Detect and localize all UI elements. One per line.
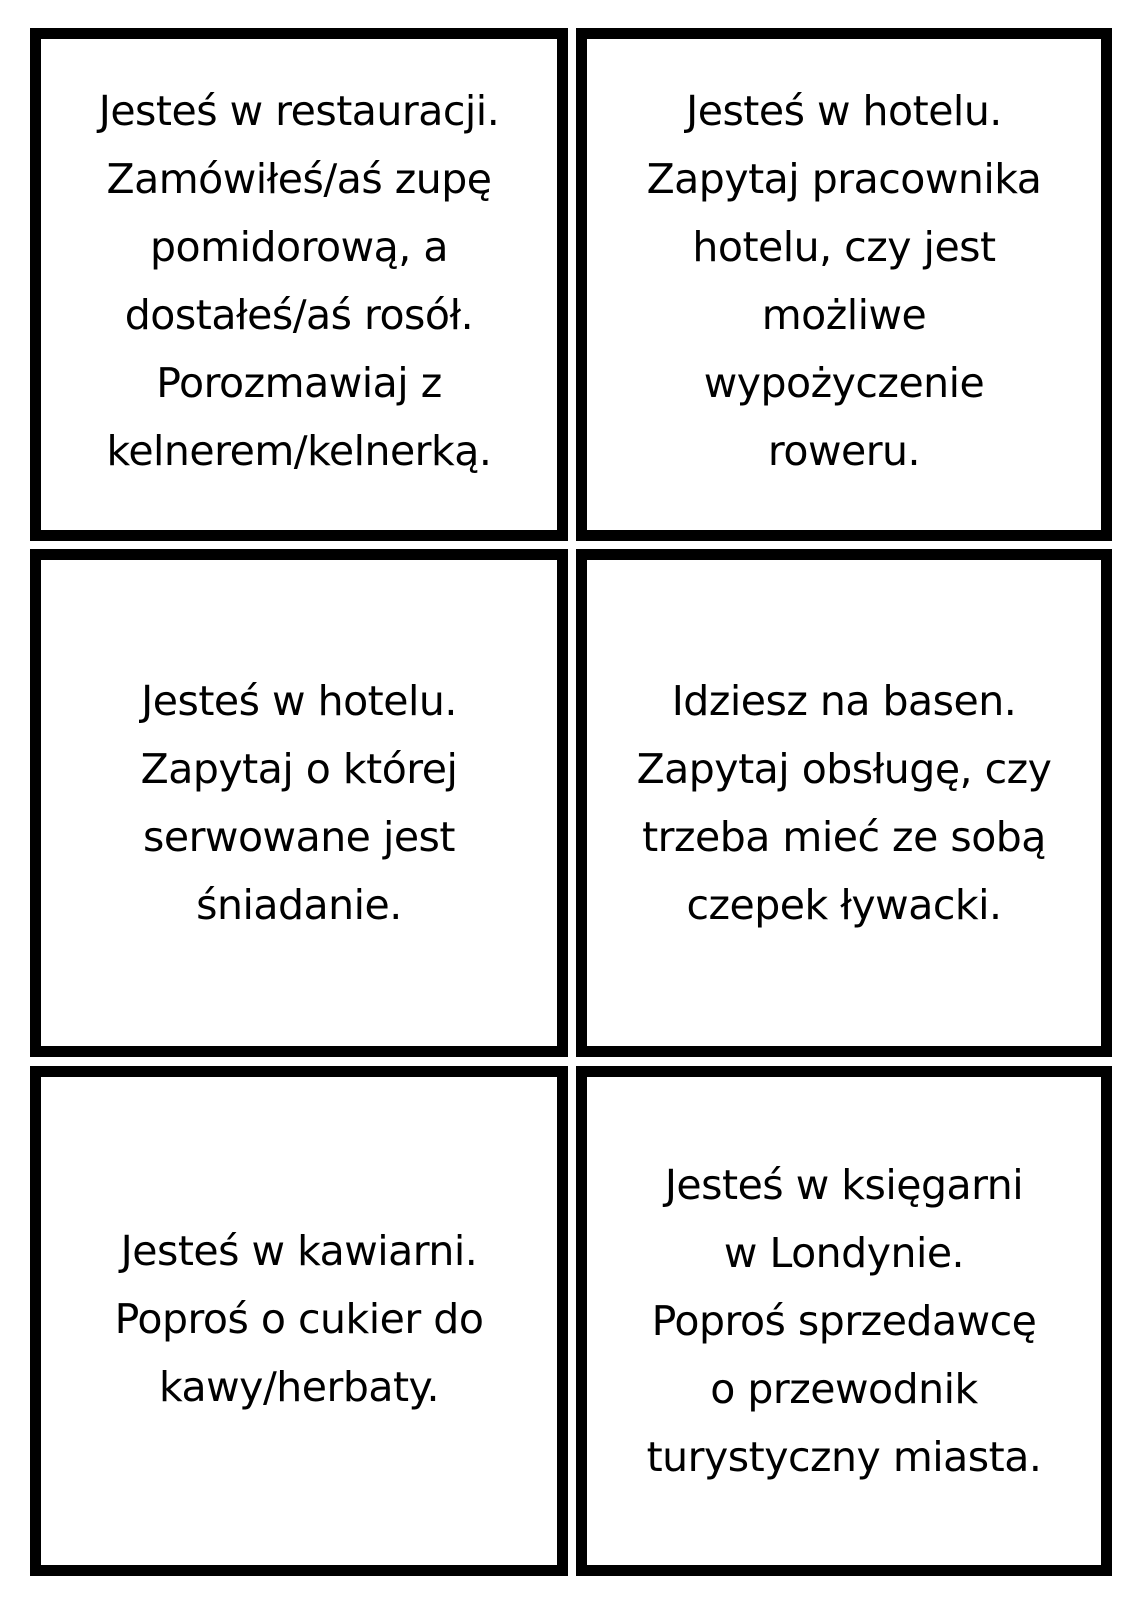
card-text: Jesteś w hotelu. Zapytaj pracownika hotelu, czy jest możliwe wypożyczenie roweru. [646, 86, 1042, 475]
role-card-cafe [30, 1066, 568, 1576]
card-text: Jesteś w hotelu. Zapytaj o której serwowane jest śniadanie. [140, 677, 458, 929]
role-card-hotel-breakfast [30, 549, 568, 1057]
role-card-hotel-bike [576, 28, 1112, 541]
role-card-bookshop [576, 1066, 1112, 1576]
card-text: Jesteś w restauracji. Zamówiłeś/aś zupę pomidorową, a dostałeś/aś rosół. Porozmawiaj z kelnerem/kelnerką. [98, 86, 500, 475]
role-card-swimming-pool [576, 549, 1112, 1057]
card-text: Idziesz na basen. Zapytaj obsługę, czy trzeba mieć ze sobą czepek ływacki. [636, 677, 1052, 929]
card-text: Jesteś w księgarni w Londynie. Poproś sprzedawcę o przewodnik turystyczny miasta. [646, 1161, 1042, 1481]
role-card-restaurant [30, 28, 568, 541]
card-text: Jesteś w kawiarni. Poproś o cukier do kawy/herbaty. [114, 1227, 484, 1411]
